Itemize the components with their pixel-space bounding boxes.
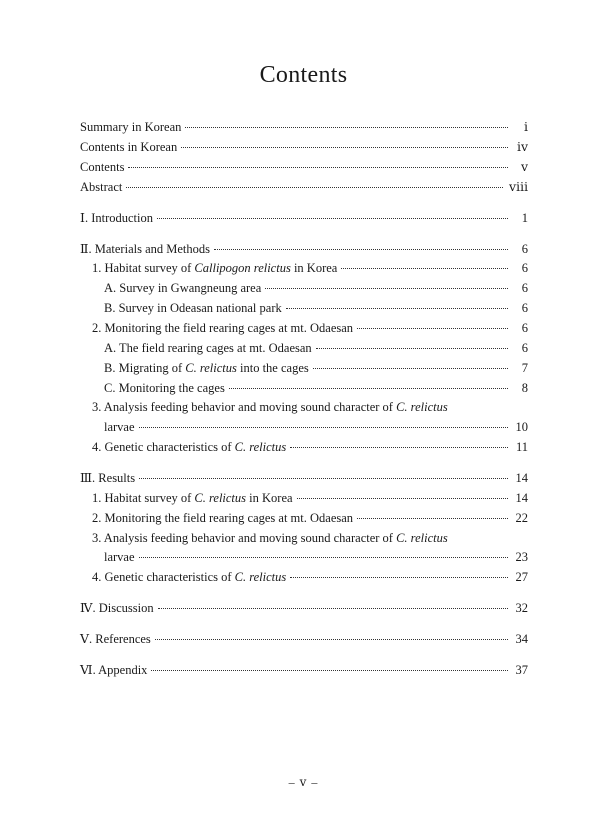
dot-leader [357,328,508,329]
dot-leader [229,388,508,389]
dot-leader [139,557,508,558]
toc-entry-title [104,548,135,566]
toc-entry[interactable] [104,279,528,297]
toc-page-number: 34 [515,632,528,646]
toc-entry-text: A. The field rearing cages at mt. Odaesan [104,341,312,355]
toc-entry-title [104,418,135,436]
toc-entry-title [92,489,293,507]
dot-leader [139,427,508,428]
dot-leader [290,447,508,448]
toc-entry-text: Ⅴ. References [80,632,151,646]
toc-entry[interactable] [80,158,528,176]
toc-entry-title [92,509,353,527]
toc-entry-text: into the cages [236,361,309,375]
toc-entry-title [92,319,353,337]
toc-entry-title [104,299,282,317]
toc-page-number: 14 [515,471,528,485]
toc-entry-title [104,379,225,397]
toc-entry[interactable] [92,568,528,586]
dot-leader [316,348,508,349]
toc-entry-title [80,158,124,176]
toc-entry-title [80,118,181,136]
toc-entry[interactable] [80,469,528,487]
toc-page-number: 6 [521,301,528,315]
toc-page-number: 1 [521,211,528,225]
page-number-footer: – ⅴ – [288,775,319,789]
toc-entry[interactable] [80,209,528,227]
toc-entry-text: 1. Habitat survey of [92,491,195,505]
species-name: C. relictus [194,491,247,505]
toc-entry[interactable] [80,118,528,136]
toc-entry[interactable] [104,548,528,566]
toc-entry-text: C. Monitoring the cages [104,381,225,395]
dot-leader [265,288,508,289]
toc-entry-title [80,469,135,487]
dot-leader [297,498,508,499]
toc-entry[interactable] [92,259,528,277]
toc-entry-text: B. Survey in Odeasan national park [104,301,282,315]
toc-entry-text: in Korea [246,491,293,505]
toc-entry[interactable] [92,489,528,507]
toc-page-number: ⅴ [520,160,528,174]
toc-page-number: 6 [521,281,528,295]
toc-entry[interactable] [92,529,528,547]
toc-page-number: ⅳ [516,140,528,154]
toc-page-number: 6 [521,341,528,355]
toc-entry-title [92,259,337,277]
toc-entry-title [92,398,448,416]
species-name: C. relictus [396,531,448,545]
toc-entry-text: 3. Analysis feeding behavior and moving sound character of [92,400,397,414]
dot-leader [157,218,508,219]
toc-entry-text: Ⅰ. Introduction [80,211,153,225]
toc-entry-title [80,661,147,679]
dot-leader [185,127,508,128]
toc-entry-title [80,138,177,156]
toc-entry-text: in Korea [290,261,338,275]
toc-entry[interactable] [104,299,528,317]
toc-page-number: 22 [515,511,528,525]
dot-leader [155,639,508,640]
toc-entry[interactable] [104,418,528,436]
toc-entry-text: Summary in Korean [80,120,182,134]
toc-entry-text: A. Survey in Gwangneung area [104,281,262,295]
toc-entry-title [80,178,122,196]
dot-leader [181,147,508,148]
dot-leader [128,167,508,168]
toc-entry-text: Contents [80,160,125,174]
toc-entry[interactable] [92,509,528,527]
toc-entry-text: Abstract [80,180,123,194]
dot-leader [214,249,508,250]
toc-entry[interactable] [80,138,528,156]
toc-entry[interactable] [80,240,528,258]
dot-leader [286,308,508,309]
toc-entry-title [80,240,210,258]
toc-page-number: 27 [515,570,528,584]
toc-page-number: 14 [515,491,528,505]
toc-entry-text: Ⅵ. Appendix [80,663,148,677]
toc-entry-text: 4. Genetic characteristics of [92,570,235,584]
toc-entry-text: larvae [104,550,135,564]
toc-entry-title [104,279,261,297]
toc-page-number: 6 [521,321,528,335]
toc-entry-text: Ⅳ. Discussion [80,601,154,615]
toc-entry[interactable] [80,630,528,648]
toc-entry[interactable] [92,398,528,416]
toc-page-number: 8 [521,381,528,395]
toc-entry-text: 3. Analysis feeding behavior and moving sound character of [92,531,397,545]
dot-leader [139,478,508,479]
species-name: C. relictus [234,440,287,454]
toc-entry-text: 2. Monitoring the field rearing cages at mt. Odaesan [92,511,354,525]
toc-entry-title [104,339,312,357]
toc-entry-title [80,209,153,227]
species-name: C. relictus [396,400,448,414]
toc-entry-text: larvae [104,420,135,434]
toc-page-number: 37 [515,663,528,677]
dot-leader [290,577,508,578]
species-name: Callipogon relictus [194,261,291,275]
species-name: C. relictus [185,361,237,375]
toc-entry-title [104,359,309,377]
toc-page-number: 7 [521,361,528,375]
toc-entry[interactable] [92,319,528,337]
dot-leader [313,368,508,369]
toc-entry-text: B. Migrating of [104,361,186,375]
species-name: C. relictus [234,570,287,584]
dot-leader [158,608,508,609]
toc-entry[interactable] [80,661,528,679]
dot-leader [341,268,508,269]
toc-page-number: 10 [515,420,528,434]
toc-page-number: ⅷ [508,180,528,194]
toc-entry[interactable] [104,359,528,377]
dot-leader [357,518,508,519]
toc-page-number: ⅰ [524,120,528,134]
toc-page-number: 6 [521,242,528,256]
toc-entry-text: 2. Monitoring the field rearing cages at mt. Odaesan [92,321,354,335]
toc-page-number: 32 [515,601,528,615]
dot-leader [151,670,508,671]
toc-page-number: 6 [521,261,528,275]
toc-entry[interactable] [92,438,528,456]
toc-entry-title [92,529,448,547]
toc-entry-title [80,599,154,617]
toc-entry-text: Ⅲ. Results [80,471,136,485]
toc-entry-title [92,568,286,586]
toc-entry[interactable] [80,178,528,196]
toc-entry-text: Contents in Korean [80,140,178,154]
toc-entry-title [92,438,286,456]
toc-entry-text: 1. Habitat survey of [92,261,195,275]
toc-page-number: 11 [515,440,528,454]
toc-page-number: 23 [515,550,528,564]
toc-entry-text: Ⅱ. Materials and Methods [80,242,210,256]
toc-entry-title [80,630,151,648]
toc-entry-text: 4. Genetic characteristics of [92,440,235,454]
toc-entry[interactable] [104,339,528,357]
toc-entry[interactable] [80,599,528,617]
dot-leader [126,187,503,188]
page-title: Contents [259,62,348,88]
toc-entry[interactable] [104,379,528,397]
